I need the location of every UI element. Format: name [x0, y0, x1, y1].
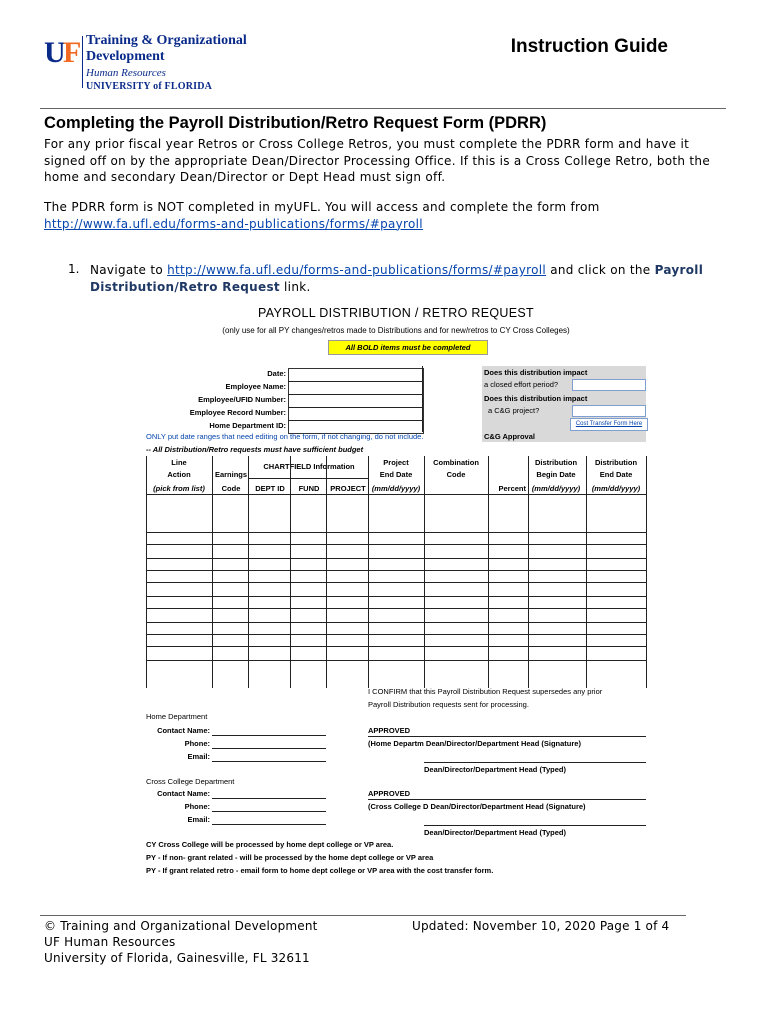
footer-rule: [40, 915, 686, 916]
logo-line-1: Training & Organizational: [86, 33, 247, 48]
note-cy: CY Cross College will be processed by home dept college or VP area.: [146, 840, 394, 849]
grid-vline: [212, 456, 213, 688]
page-heading: Completing the Payroll Distribution/Retro Request Form (PDRR): [44, 114, 547, 132]
home-phone-label: Phone:: [184, 739, 210, 748]
row-line: [288, 420, 422, 421]
logo-divider: [82, 36, 83, 88]
col-end-3: (mm/dd/yyyy): [591, 484, 641, 493]
sig-line: [424, 762, 646, 763]
cross-typed-label: Dean/Director/Department Head (Typed): [424, 828, 566, 837]
sig-line: [212, 811, 326, 812]
grid-hline: [146, 582, 646, 583]
impact-1b: a closed effort period?: [484, 380, 559, 389]
guide-title: Instruction Guide: [510, 36, 668, 57]
grid-hline: [146, 646, 646, 647]
grid-vline: [646, 456, 647, 688]
footer-left: [44, 918, 318, 966]
footer-dept: UF Human Resources: [44, 935, 176, 949]
pdrr-link-label[interactable]: Payroll Distribution/Retro Request: [90, 263, 704, 294]
col-chartfield-head: CHARTFIELD Information: [263, 462, 355, 471]
grid-hline: [146, 634, 646, 635]
uf-logo-mark: [44, 34, 82, 68]
grid-vline: [248, 456, 249, 688]
cross-approved-label: APPROVED: [368, 789, 411, 798]
home-signature-label: (Home Departm Dean/Director/Department Head (Signature): [368, 739, 581, 748]
grid-vline: [326, 456, 327, 688]
grid-hline: [146, 558, 646, 559]
col-begin-1: Distribution: [534, 458, 578, 467]
step-1-pre: Navigate to: [90, 263, 163, 277]
payroll-forms-link[interactable]: http://www.fa.ufl.edu/forms-and-publications/forms/#payroll: [44, 216, 423, 231]
grid-vline: [488, 456, 489, 688]
col-end-1: Distribution: [594, 458, 638, 467]
grid-hline: [248, 478, 368, 479]
footer-address: University of Florida, Gainesville, FL 32611: [44, 951, 310, 965]
col-combo-2: Code: [446, 470, 466, 479]
grid-vline: [146, 456, 147, 688]
grid-vline: [290, 456, 291, 688]
grid-vline: [368, 456, 369, 688]
impact-2b: a C&G project?: [488, 406, 540, 415]
impact-1-input: [572, 379, 646, 391]
col-earnings-head: Earnings: [214, 470, 248, 479]
col-action-head: Action: [167, 470, 191, 479]
form-subtitle: (only use for all PY changes/retros made to Distributions and for new/retros to CY Cross Colleges): [222, 326, 570, 335]
confirm-line-1: I CONFIRM that this Payroll Distribution Request supersedes any prior: [368, 687, 603, 696]
col-proj-end-1: Project: [383, 458, 409, 467]
step-1-link[interactable]: http://www.fa.ufl.edu/forms-and-publications/forms/#payroll: [167, 263, 547, 277]
step-1-mid: and click on the: [550, 263, 651, 277]
grid-hline: [146, 660, 646, 661]
grid-vline: [528, 456, 529, 688]
cross-dept-label: Cross College Department: [146, 777, 235, 786]
sig-line: [368, 736, 646, 737]
cross-signature-label: (Cross College D Dean/Director/Department Head (Signature): [368, 802, 586, 811]
cross-contact-label: Contact Name:: [157, 789, 210, 798]
logo-line-2: Development: [86, 49, 165, 64]
svg-text:F: F: [63, 36, 82, 68]
col-proj-end-2: End Date: [379, 470, 413, 479]
col-line-head: Line: [171, 458, 187, 467]
home-contact-label: Contact Name:: [157, 726, 210, 735]
col-project-head: PROJECT: [330, 484, 366, 493]
sig-line: [212, 798, 326, 799]
label-record-number: Employee Record Number:: [189, 408, 286, 417]
sig-line: [212, 824, 326, 825]
sig-line: [212, 735, 326, 736]
distribution-table: [146, 456, 646, 688]
impact-2-input: [572, 405, 646, 417]
confirm-line-2: Payroll Distribution requests sent for processing.: [368, 700, 529, 709]
note-py-1: PY - If non- grant related - will be processed by the home dept college or VP area: [146, 853, 434, 862]
logo-line-4: UNIVERSITY of FLORIDA: [86, 81, 213, 92]
grid-vline: [586, 456, 587, 688]
grid-vline: [424, 456, 425, 688]
row-line: [288, 394, 422, 395]
sig-line: [424, 825, 646, 826]
label-employee-name: Employee Name:: [225, 382, 286, 391]
col-pick-head: (pick from list): [153, 484, 205, 493]
footer-updated: Updated: November 10, 2020 Page 1 of 4: [412, 919, 670, 933]
impact-1a: Does this distribution impact: [484, 368, 588, 377]
intro-paragraph: For any prior fiscal year Retros or Cross College Retros, you must complete the PDRR form and have it signed off on by the appropriate Dean/Director Processing Office. If this is a Cross College Retro, both the home and secondary Dean/Director or Dept Head must sign off.: [44, 137, 711, 184]
cost-transfer-link: [570, 418, 648, 431]
grid-hline: [146, 532, 646, 533]
label-ufid: Employee/UFID Number:: [198, 395, 286, 404]
home-dept-label: Home Department: [146, 712, 208, 721]
grid-hline: [146, 494, 646, 495]
cross-email-label: Email:: [187, 815, 210, 824]
form-title: PAYROLL DISTRIBUTION / RETRO REQUEST: [258, 306, 534, 320]
logo-line-3: Human Resources: [86, 67, 166, 79]
grid-hline: [146, 608, 646, 609]
row-line: [288, 407, 422, 408]
home-email-label: Email:: [187, 752, 210, 761]
grid-hline: [146, 596, 646, 597]
col-end-2: End Date: [599, 470, 633, 479]
sig-line: [212, 761, 326, 762]
col-proj-end-3: (mm/dd/yyyy): [371, 484, 421, 493]
access-text: The PDRR form is NOT completed in myUFL. You will access and complete the form from: [44, 200, 600, 214]
col-begin-2: Begin Date: [536, 470, 576, 479]
header-rule: [40, 108, 726, 109]
svg-text:U: U: [44, 36, 66, 68]
col-code-head: Code: [221, 484, 241, 493]
step-number: 1.: [68, 262, 80, 276]
employee-info-box: [288, 368, 424, 434]
label-home-dept: Home Department ID:: [209, 421, 286, 430]
pdrr-form-image: [140, 300, 652, 880]
sig-line: [212, 748, 326, 749]
note-py-2: PY - If grant related retro - email form to home dept college or VP area with the cost transfer form.: [146, 866, 494, 875]
grid-hline: [146, 570, 646, 571]
row-line: [288, 381, 422, 382]
cross-phone-label: Phone:: [184, 802, 210, 811]
label-date: Date:: [267, 369, 286, 378]
col-line: [422, 366, 423, 432]
cg-approval-label: C&G Approval: [484, 432, 535, 441]
col-combo-1: Combination: [433, 458, 479, 467]
cost-transfer-text: Cost Transfer Form Here: [575, 421, 643, 427]
col-fund-head: FUND: [298, 484, 320, 493]
footer-copyright: © Training and Organizational Development: [44, 919, 318, 933]
step-1-text: [90, 262, 730, 295]
step-1-post: link.: [284, 279, 311, 294]
grid-hline: [146, 544, 646, 545]
required-banner: All BOLD items must be completed: [328, 340, 488, 355]
access-paragraph: [44, 199, 734, 232]
home-typed-label: Dean/Director/Department Head (Typed): [424, 765, 566, 774]
col-begin-3: (mm/dd/yyyy): [531, 484, 581, 493]
col-percent-head: Percent: [498, 484, 526, 493]
logo-text: [86, 34, 247, 92]
home-approved-label: APPROVED: [368, 726, 411, 735]
grid-hline: [146, 622, 646, 623]
impact-2a: Does this distribution impact: [484, 394, 588, 403]
col-deptid-head: DEPT ID: [255, 484, 285, 493]
form-note-2: -- All Distribution/Retro requests must have sufficient budget: [146, 445, 364, 454]
sig-line: [368, 799, 646, 800]
form-note-1: ONLY put date ranges that need editing on the form, if not changing, do not include.: [146, 432, 424, 441]
